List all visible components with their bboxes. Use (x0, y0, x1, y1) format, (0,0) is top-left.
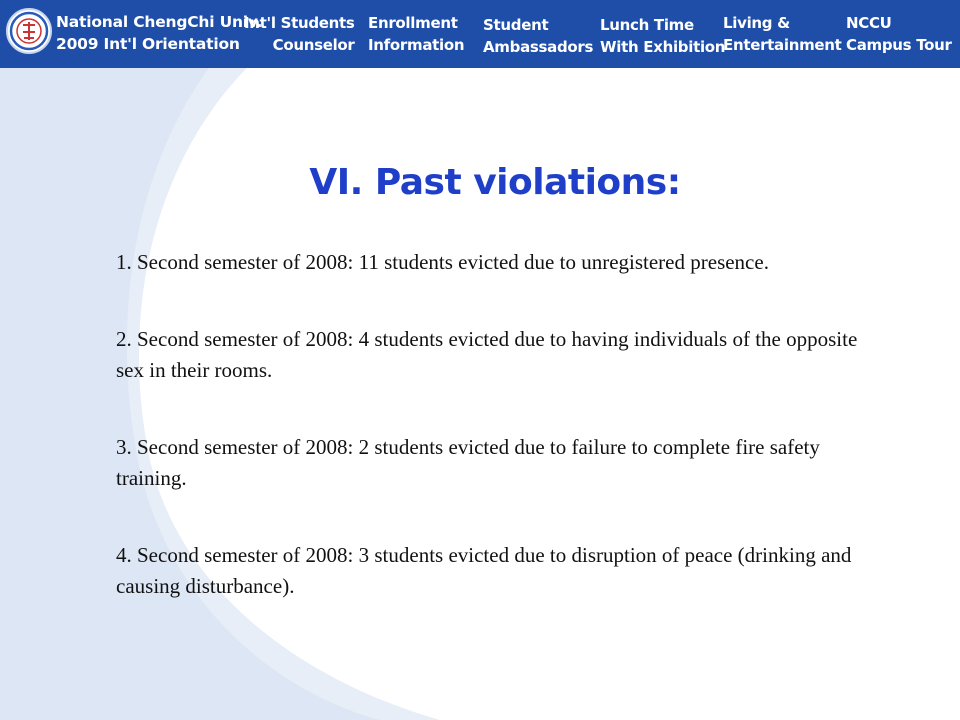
violation-item-4: 4. Second semester of 2008: 3 students evicted due to disruption of peace (drinking and causing disturbance). (116, 543, 852, 598)
brand-title[interactable] (56, 11, 263, 55)
nav-student-ambassadors[interactable] (483, 14, 593, 58)
nav-label-line-2: With Exhibition (600, 38, 726, 56)
violation-item-1: 1. Second semester of 2008: 11 students evicted due to unregistered presence. (116, 250, 769, 274)
nav-nccu-campus-tour[interactable] (846, 12, 952, 56)
nav-living-entertainment[interactable] (723, 12, 842, 56)
nav-label-line-2: Campus Tour (846, 36, 952, 54)
nav-lunch-time-exhibition[interactable] (600, 14, 725, 58)
nav-label-line-2: Ambassadors (483, 38, 594, 56)
header-bar (0, 0, 960, 68)
brand-line-1: National ChengChi Univ. (56, 13, 263, 31)
nav-label-line-1: NCCU (846, 14, 892, 32)
slide-title: VI. Past violations: (309, 162, 681, 203)
violation-item-2: 2. Second semester of 2008: 4 students evicted due to having individuals of the opposite sex in their rooms. (116, 327, 858, 382)
nav-label-line-2: Entertainment (723, 36, 842, 54)
nav-label-line-1: Int'l Students (244, 14, 355, 32)
nav-label-line-2: Counselor (272, 36, 355, 54)
nav-intl-students-counselor[interactable] (244, 12, 355, 56)
violation-item-3: 3. Second semester of 2008: 2 students evicted due to failure to complete fire safety training. (116, 435, 820, 490)
nccu-seal-icon[interactable] (6, 8, 52, 54)
nav-label-line-2: Information (368, 36, 465, 54)
brand-line-2: 2009 Int'l Orientation (56, 35, 240, 53)
nav-label-line-1: Living & (723, 14, 790, 32)
nav-label-line-1: Student (483, 16, 549, 34)
nav-label-line-1: Lunch Time (600, 16, 694, 34)
nav-label-line-1: Enrollment (368, 14, 458, 32)
violations-list (116, 247, 876, 648)
nav-enrollment-information[interactable] (368, 12, 464, 56)
